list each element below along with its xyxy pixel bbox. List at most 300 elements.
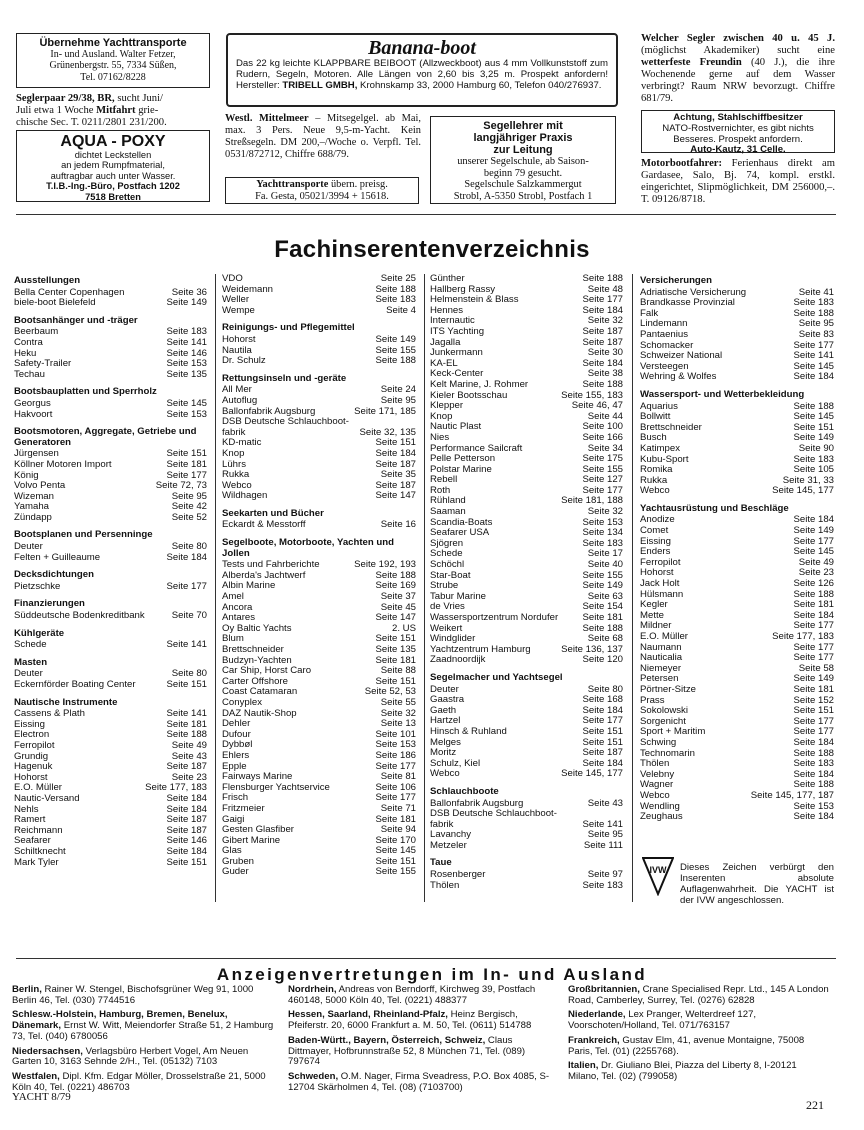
advertiser-name: Albin Marine <box>222 580 276 592</box>
directory-entry <box>640 738 834 749</box>
ad-body: NATO-Rostvernichter, es gibt nichts Besseres. Prospekt anfordern. <box>662 122 814 145</box>
directory-entry <box>222 698 416 709</box>
representative-entry <box>12 1047 274 1068</box>
page-reference: Seite 52 <box>171 511 207 523</box>
representative-address: Dipl. Kfm. Edgar Möller, Drosselstraße 21, 5000 Köln 40, Tel. (0221) 486703 <box>12 1070 266 1093</box>
page-reference: Seite 72, 73 <box>155 480 207 492</box>
page-reference: Seite 187 <box>375 458 416 470</box>
advertiser-name: Junkermann <box>430 347 483 359</box>
advertiser-name: Hohorst <box>640 567 674 579</box>
advertiser-name: Gaastra <box>430 694 465 706</box>
ad-seglerpaar <box>16 93 212 129</box>
advertiser-name: Hallberg Rassy <box>430 283 496 295</box>
page-reference: Seite 149 <box>793 673 834 685</box>
ad-title: Banana-boot <box>368 37 476 59</box>
page-reference: Seite 136, 137 <box>561 643 623 655</box>
advertiser-name: Eckernförder Boating Center <box>14 679 136 690</box>
representative-address: Andreas von Berndorff, Kirchweg 39, Postfach 460148, 5000 Köln 40, Tel. (0221) 488377 <box>288 984 536 1006</box>
page-reference: Seite 80 <box>171 541 207 553</box>
advertiser-name: E.O. Müller <box>14 782 62 794</box>
advertiser-name: Schiltknecht <box>14 845 66 857</box>
page-reference: Seite 145 <box>793 360 834 372</box>
page-reference: Seite 184 <box>793 811 834 823</box>
page-reference: Seite 181, 188 <box>561 495 623 507</box>
advertiser-name: KA-EL <box>430 357 458 369</box>
page-reference: Seite 152 <box>793 694 834 706</box>
advertiser-name: biele-boot Bielefeld <box>14 297 96 309</box>
advertiser-name: Yamaha <box>14 501 50 513</box>
advertiser-name: Jack Holt <box>640 578 680 590</box>
page-reference: Seite 151 <box>166 448 207 460</box>
advertiser-name: Kelt Marine, J. Rohmer <box>430 378 529 390</box>
page-reference: Seite 151 <box>375 437 416 449</box>
category-heading: Versicherungen <box>640 275 712 286</box>
advertiser-name: Rukka <box>222 469 250 481</box>
advertiser-name: Helmenstein & Blass <box>430 294 519 306</box>
page-reference: Seite 183 <box>793 297 834 309</box>
advertiser-name: Schwing <box>640 736 677 748</box>
page-reference: Seite 37 <box>380 591 416 603</box>
page-reference: Seite 83 <box>798 328 834 340</box>
page-reference: Seite 151 <box>582 736 623 748</box>
page-reference: Seite 95 <box>798 318 834 330</box>
page-reference: Seite 177 <box>582 484 623 496</box>
page-reference: Seite 134 <box>582 527 623 539</box>
advertiser-name: Webco <box>430 768 460 780</box>
page-reference: Seite 177 <box>375 760 416 772</box>
page-reference: Seite 181 <box>582 612 623 623</box>
ivw-note: Dieses Zeichen verbürgt den Inserenten absolute Auflagenwahrheit. Die YACHT ist der IVW angeschlossen. <box>680 862 834 906</box>
ad-body: unserer Segelschule, ab Saison- beginn 79 gesucht. Segelschule Salzkammergut Strobl, A-5350 Strobl, Postfach 1 <box>453 156 593 202</box>
page-reference: Seite 175 <box>582 453 623 465</box>
representative-address: Dr. Giuliano Blei, Piazza del Liberty 8, I-20121 Milano, Tel. (02) (799058) <box>568 1060 797 1082</box>
ad-title: Yachttransporte <box>256 179 329 190</box>
directory-entry <box>222 645 416 656</box>
advertiser-name: Rosenberger <box>430 869 486 881</box>
page-reference: Seite 183 <box>582 537 623 549</box>
category-heading: Ausstellungen <box>14 275 81 286</box>
page-reference: 2. US <box>392 622 416 634</box>
page-reference: Seite 46, 47 <box>571 400 623 412</box>
directory-entry <box>222 306 416 317</box>
page-reference: Seite 183 <box>793 758 834 770</box>
page-reference: Seite 88 <box>380 665 416 677</box>
representative-address: Ernst W. Witt, Meiendorfer Straße 51, 2 Hamburg 73, Tel. (040) 6780056 <box>12 1020 274 1042</box>
advertiser-name: Deuter <box>430 683 459 695</box>
page-reference: Seite 177 <box>793 641 834 653</box>
category-heading: Rettungsinseln und -geräte <box>222 372 347 384</box>
advertiser-name: Gesten Glasfiber <box>222 824 294 836</box>
advertiser-name: Schomacker <box>640 339 694 351</box>
ad-body: sucht Juni/ Juli etwa 1 Woche <box>16 93 163 116</box>
advertiser-name: Cassens & Plath <box>14 708 85 720</box>
directory-entry <box>222 804 416 815</box>
advertiser-name: Anodize <box>640 514 675 526</box>
ivw-logo-text: IVW <box>649 865 667 875</box>
directory-entry <box>14 553 207 564</box>
category-heading: Masten <box>14 656 48 668</box>
page-reference: Seite 188 <box>582 622 623 634</box>
advertiser-name: Nehls <box>14 803 39 815</box>
representative-region: Hessen, Saarland, Rheinland-Pfalz, <box>288 1009 448 1021</box>
representative-entry <box>12 985 274 1006</box>
advertiser-name: Sport + Maritim <box>640 726 706 738</box>
page-reference: Seite 188 <box>582 378 623 390</box>
advertiser-name: Schöchl <box>430 559 465 571</box>
page-reference: Seite 42 <box>171 501 207 513</box>
ad-achtung <box>641 110 835 156</box>
page-reference: Seite 145 <box>375 845 416 857</box>
page-reference: Seite 106 <box>375 781 416 793</box>
representative-entry <box>568 1010 830 1031</box>
advertiser-name: Technomarin <box>640 747 695 759</box>
page-reference: Seite 4 <box>386 304 416 316</box>
representative-region: Niedersachsen, <box>12 1045 83 1057</box>
page-reference: Seite 188 <box>793 779 834 791</box>
advertiser-name: Internautic <box>430 315 475 327</box>
advertiser-name: Antares <box>222 612 256 624</box>
directory-entry <box>222 520 416 531</box>
advertiser-name: de Vries <box>430 601 465 613</box>
page-reference: Seite 177 <box>166 580 207 592</box>
advertiser-name: Contra <box>14 336 43 348</box>
representative-entry <box>12 1010 274 1042</box>
ad-maker: TRIBELL GMBH, <box>282 79 358 91</box>
page-reference: Seite 183 <box>166 326 207 338</box>
advertiser-name: Zündapp <box>14 511 52 523</box>
advertiser-name: Ferropilot <box>640 556 681 568</box>
page-reference: Seite 169 <box>375 580 416 592</box>
page-reference: Seite 155, 183 <box>561 389 623 401</box>
directory-entry <box>640 372 834 383</box>
advertiser-name: Kieler Bootsschau <box>430 389 508 401</box>
ad-yachttransporte <box>16 33 210 88</box>
directory-entry <box>430 433 623 444</box>
page-reference: Seite 145 <box>793 411 834 423</box>
advertiser-name: Niemeyer <box>640 662 682 674</box>
page-reference: Seite 187 <box>582 747 623 759</box>
advertiser-name: Budzyn-Yachten <box>222 654 292 666</box>
advertiser-name: Frisch <box>222 792 249 804</box>
directory-entry <box>14 680 207 691</box>
page-reference: Seite 68 <box>587 633 623 645</box>
page-reference: Seite 145 <box>793 546 834 558</box>
advertiser-name: Petersen <box>640 673 679 685</box>
directory-entry <box>430 380 623 391</box>
page-reference: Seite 184 <box>582 757 623 769</box>
advertiser-name: Alberda's Jachtwerf <box>222 569 306 581</box>
advertiser-name: Deuter <box>14 668 43 680</box>
page-reference: Seite 187 <box>582 336 623 348</box>
advertiser-name: Schweizer National <box>640 350 723 362</box>
page-reference: Seite 181 <box>375 654 416 666</box>
advertiser-name: Knop <box>430 410 453 422</box>
page-reference: Seite 58 <box>798 662 834 674</box>
page-reference: Seite 30 <box>587 347 623 359</box>
advertiser-name: Carter Offshore <box>222 675 288 687</box>
directory-entry <box>14 640 207 651</box>
advertiser-name: Car Ship, Horst Caro <box>222 665 312 677</box>
advertiser-name: Weikert <box>430 622 463 634</box>
representative-entry <box>288 1072 550 1093</box>
advertiser-name: Sorgenicht <box>640 715 686 727</box>
advertiser-name: Pelle Petterson <box>430 453 496 465</box>
directory-entry <box>640 791 834 802</box>
ad-segler <box>641 33 835 105</box>
page-reference: Seite 184 <box>793 514 834 526</box>
ad-title: AQUA - POXY <box>60 133 166 150</box>
directory-entry <box>14 513 207 524</box>
advertiser-name: Gibert Marine <box>222 834 281 846</box>
representative-entry <box>568 1036 830 1057</box>
directory-entry <box>14 399 207 410</box>
page-reference: Seite 100 <box>582 421 623 433</box>
advertiser-name: Ancora <box>222 601 253 613</box>
advertiser-name: Blum <box>222 633 244 645</box>
representative-region: Nordrhein, <box>288 984 337 995</box>
advertiser-name: Wildhagen <box>222 490 268 502</box>
page-reference: Seite 145, 177, 187 <box>750 789 834 801</box>
advertiser-name: Velebny <box>640 768 675 780</box>
advertiser-name: Jürgensen <box>14 448 59 460</box>
page-reference: Seite 149 <box>793 525 834 537</box>
page-reference: Seite 17 <box>587 548 623 560</box>
advertiser-name: Roth <box>430 484 451 496</box>
category-heading: Segelmacher und Yachtsegel <box>430 671 563 683</box>
advertiser-name: Bollwitt <box>640 411 671 423</box>
advertiser-name: Pörtner-Sitze <box>640 683 696 695</box>
advertiser-name: Hohorst <box>222 333 256 345</box>
page-reference: Seite 187 <box>166 814 207 826</box>
directory-entry <box>640 812 834 823</box>
page-reference: Seite 170 <box>375 834 416 846</box>
page-reference: Seite 70 <box>171 610 207 622</box>
advertiser-name: Yachtzentrum Hamburg <box>430 643 531 655</box>
page-reference: Seite 32, 135 <box>359 426 416 438</box>
page-reference: Seite 95 <box>380 394 416 406</box>
directory-entry <box>430 881 623 892</box>
category-heading: Bootsplanen und Persenninge <box>14 529 153 541</box>
page-reference: Seite 32 <box>380 707 416 719</box>
advertiser-name: Hartzel <box>430 715 461 727</box>
page-reference: Seite 183 <box>582 879 623 891</box>
advertiser-name: Schede <box>14 639 47 651</box>
page-reference: Seite 23 <box>171 771 207 783</box>
directory-column-3 <box>430 274 623 891</box>
advertiser-name: Wendling <box>640 800 680 812</box>
page-reference: Seite 153 <box>793 800 834 812</box>
advertiser-name: Brettschneider <box>640 421 702 433</box>
category-heading: Taue <box>430 857 452 869</box>
page-reference: Seite 188 <box>793 747 834 759</box>
advertiser-name: Wempe <box>222 304 255 316</box>
category-heading: Segelboote, Motorboote, Yachten und Jollen <box>222 537 394 559</box>
advertiser-name: Prass <box>640 694 665 706</box>
page-reference: Seite 153 <box>166 358 207 370</box>
page-reference: Seite 153 <box>166 408 207 420</box>
advertiser-name: Dr. Schulz <box>222 355 266 367</box>
representative-entry <box>568 1061 830 1082</box>
representative-region: Schweden, <box>288 1070 339 1082</box>
page-reference: Seite 177 <box>582 294 623 306</box>
page-reference: Seite 184 <box>793 768 834 780</box>
representative-entry <box>288 985 550 1006</box>
advertiser-name: Amel <box>222 591 244 603</box>
page-reference: Seite 149 <box>375 333 416 345</box>
page-reference: Seite 187 <box>375 479 416 491</box>
advertiser-name: Heku <box>14 347 37 359</box>
advertiser-name: Eissing <box>640 535 671 547</box>
page-reference: Seite 188 <box>793 307 834 319</box>
page-reference: Seite 151 <box>166 679 207 690</box>
representative-address: Rainer W. Stengel, Bischofsgrüner Weg 91, 1000 Berlin 46, Tel. (030) 7744516 <box>12 984 254 1006</box>
advertiser-name: Ramert <box>14 814 46 826</box>
page-reference: Seite 151 <box>166 856 207 868</box>
advertiser-name: Ballonfabrik Augsburg <box>222 405 316 417</box>
ad-title: Achtung, Stahlschiffbesitzer <box>673 112 803 123</box>
page-reference: Seite 181 <box>793 683 834 695</box>
page-reference: Seite 154 <box>582 601 623 613</box>
advertiser-name: Lührs <box>222 458 246 470</box>
page-reference: Seite 149 <box>793 432 834 444</box>
page-reference: Seite 97 <box>587 869 623 881</box>
page-reference: Seite 177 <box>793 715 834 727</box>
advertiser-name: Fritzmeier <box>222 802 265 814</box>
advertiser-name: Kubu-Sport <box>640 453 689 465</box>
representative-region: Großbritannien, <box>568 984 640 995</box>
directory-entry <box>430 655 623 666</box>
advertiser-name: Grundig <box>14 750 49 762</box>
page-reference: Seite 95 <box>587 829 623 841</box>
representative-region: Berlin, <box>12 984 42 995</box>
advertiser-name: Knop <box>222 447 245 459</box>
page-reference: Seite 16 <box>380 519 416 531</box>
advertiser-name: Süddeutsche Bodenkreditbank <box>14 610 145 622</box>
ad-title: Übernehme Yachttransporte <box>39 37 187 49</box>
advertiser-name: All Mer <box>222 384 252 396</box>
page-reference: Seite 188 <box>375 283 416 295</box>
advertiser-name: Thölen <box>640 758 670 770</box>
advertiser-name: Gaigi <box>222 813 245 825</box>
representative-address: Lex Pranger, Welterdreef 127, Voorschoten/Holland, Tel. 071/763157 <box>568 1009 757 1032</box>
page-reference: Seite 177 <box>793 652 834 664</box>
advertiser-name: Metzeler <box>430 839 467 851</box>
page-reference: Seite 184 <box>582 357 623 369</box>
advertiser-name: Autoflug <box>222 394 258 406</box>
directory-entry <box>222 491 416 502</box>
directory-entry <box>222 274 416 285</box>
page-reference: Seite 40 <box>587 559 623 571</box>
page-reference: Seite 177 <box>582 715 623 727</box>
category-heading: Bootsmotoren, Aggregate, Getriebe und Generatoren <box>14 426 197 448</box>
page-reference: Seite 141 <box>166 639 207 651</box>
advertiser-name: Epple <box>222 760 247 772</box>
advertiser-name: Köllner Motoren Import <box>14 458 112 470</box>
page-reference: Seite 184 <box>793 736 834 748</box>
page-reference: Seite 188 <box>582 273 623 284</box>
page-reference: Seite 147 <box>375 490 416 502</box>
ad-title: Seglerpaar 29/38, BR, <box>16 93 115 104</box>
advertiser-name: Falk <box>640 307 659 319</box>
page-reference: Seite 145, 177 <box>772 485 834 497</box>
ad-body: übern. preisg. Fa. Gesta, 05021/3994 + 15618. <box>255 179 389 202</box>
advertiser-name: fabrik <box>222 426 246 438</box>
category-heading: Bootsbauplatten und Sperrholz <box>14 386 157 398</box>
ad-mittelmeer <box>225 113 421 161</box>
page-reference: Seite 177 <box>793 620 834 632</box>
advertiser-name: Zaadnoordijk <box>430 654 486 666</box>
ad-title: Motorbootfahrer: <box>641 158 722 169</box>
page-reference: Seite 177 <box>793 339 834 351</box>
page-reference: Seite 145, 177 <box>561 768 623 780</box>
advertiser-name: Brettschneider <box>222 644 284 655</box>
column-rule <box>632 274 633 902</box>
advertiser-name: Hakvoort <box>14 408 53 420</box>
ad-footer: Auto-Kautz, 31 Celle. <box>690 144 786 156</box>
advertiser-name: Brandkasse Provinzial <box>640 297 735 309</box>
page-reference: Seite 41 <box>798 286 834 298</box>
ad-body: (möglichst Akademiker) sucht eine <box>641 45 835 56</box>
advertiser-name: Comet <box>640 525 669 537</box>
ad-bananaboot <box>226 33 618 107</box>
page-reference: Seite 35 <box>380 469 416 481</box>
ad-motorboot <box>641 158 835 206</box>
advertiser-name: Polstar Marine <box>430 463 492 475</box>
advertiser-name: Jagalla <box>430 336 461 348</box>
advertiser-name: Conyplex <box>222 696 262 708</box>
divider-top <box>16 214 836 215</box>
ad-body: – Mitsegelgel. ab Mai, max. 3 Pers. Neue 9,5-m-Yacht. Kein Streßsegeln. DM 200,–/Woche o. Verpfl. Tel. 0531/872712, Chiffre 688/79. <box>225 113 421 160</box>
advertiser-name: fabrik <box>430 818 454 830</box>
advertiser-name: Eckardt & Messtorff <box>222 519 306 531</box>
page-reference: Seite 151 <box>375 633 416 645</box>
page-reference: Seite 80 <box>587 683 623 695</box>
advertiser-name: Romika <box>640 464 673 476</box>
ivw-triangle-icon <box>642 856 674 896</box>
representative-region: Baden-Württ., Bayern, Österreich, Schweiz, <box>288 1034 486 1046</box>
directory-entry <box>222 356 416 367</box>
advertiser-name: Dehler <box>222 718 251 730</box>
advertiser-name: Tests und Fahrberichte <box>222 559 320 571</box>
advertiser-name: Glas <box>222 845 242 857</box>
page-reference: Seite 101 <box>375 728 416 740</box>
page-reference: Seite 188 <box>793 400 834 412</box>
page-reference: Seite 36 <box>171 286 207 298</box>
ad-footer: T.I.B.-Ing.-Büro, Postfach 1202 7518 Bretten <box>46 181 180 202</box>
advertiser-name: Hohorst <box>14 771 48 783</box>
advertiser-name: Aquarius <box>640 400 678 412</box>
directory-entry <box>14 858 207 869</box>
directory-entry <box>640 444 834 455</box>
advertiser-name: Strube <box>430 580 459 592</box>
representative-entry <box>288 1036 550 1068</box>
advertiser-name: DSB Deutsche Schlauchboot- <box>430 808 557 820</box>
footer-issue: YACHT 8/79 <box>12 1091 71 1103</box>
page-reference: Seite 151 <box>793 705 834 717</box>
page-reference: Seite 127 <box>582 474 623 486</box>
page-reference: Seite 55 <box>380 696 416 708</box>
representative-address: Gustav Elm, 41, avenue Montaigne, 75008 Paris, Tel. (01) (2255768). <box>568 1034 805 1057</box>
ad-body: dichtet Leckstellen an jedem Rumpfmaterial, auftragbar auch unter Wasser. <box>50 150 176 181</box>
page-reference: Seite 135 <box>375 644 416 655</box>
column-rule <box>215 274 216 902</box>
advertiser-name: Mette <box>640 609 664 621</box>
page-reference: Seite 153 <box>582 516 623 528</box>
representative-region: Westfalen, <box>12 1070 60 1082</box>
page-reference: Seite 95 <box>171 490 207 502</box>
advertiser-name: Seafarer USA <box>430 527 490 539</box>
advertiser-name: Schulz, Kiel <box>430 757 481 769</box>
